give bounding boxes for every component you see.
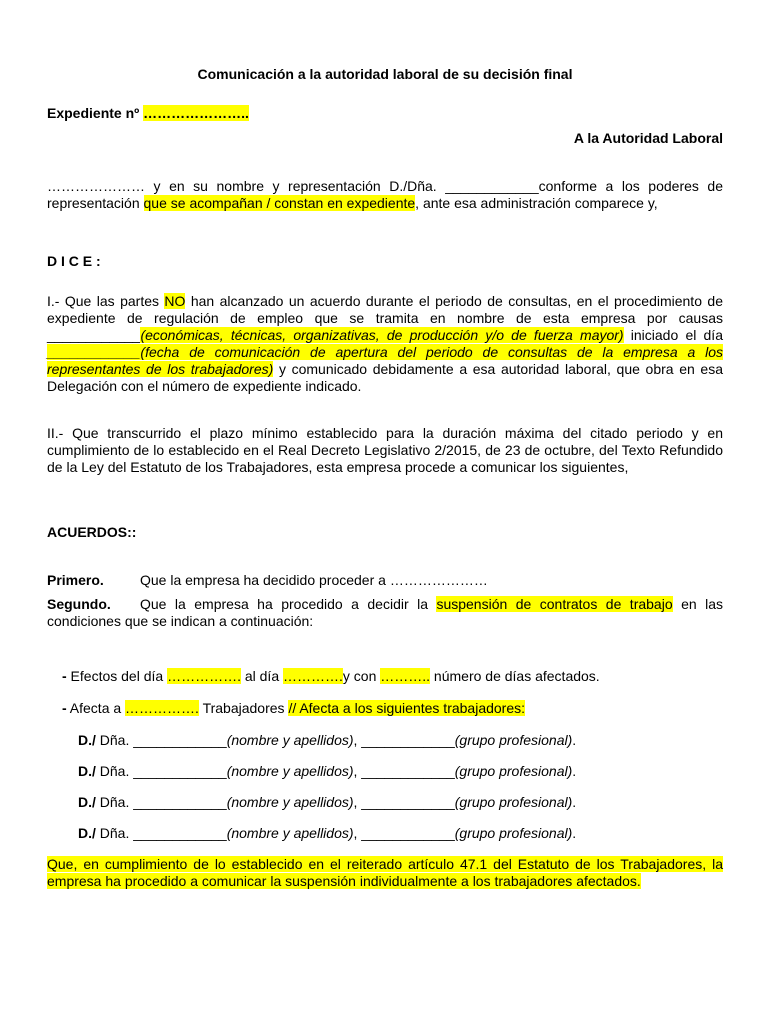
segundo-text-end: en las condiciones que se indican a continuación: <box>47 596 723 629</box>
efectos-text-2: al día <box>240 668 283 684</box>
final-paragraph <box>47 856 723 890</box>
worker-text: Dña. ____________ <box>95 794 227 810</box>
worker-line <box>78 825 576 842</box>
p1-causes-highlight: (económicas, técnicas, organizativas, de producción y/o de fuerza mayor) <box>140 327 624 343</box>
worker-text-2: , ____________ <box>353 732 455 748</box>
efectos-dash: - <box>62 668 67 684</box>
worker-line <box>78 794 576 811</box>
worker-period: . <box>572 763 577 779</box>
paragraph-2: II.- Que transcurrido el plazo mínimo establecido para la duración máxima del citado periodo y en cumplimiento de lo establecido en el Real Decreto Legislativo 2/2015, de 23 de octubre, del Texto Refundido de la Ley del Estatuto de los Trabajadores, esta empresa procede a comunicar los siguientes, <box>47 425 723 475</box>
worker-name-hint: (nombre y apellidos) <box>226 763 354 779</box>
p1-no-highlight: NO <box>164 293 186 309</box>
p1-text-4: y comunicado debidamente a esa autoridad laboral, que obra en esa Delegación con el número de expediente indicado. <box>47 361 724 394</box>
worker-line <box>78 763 576 780</box>
p1-text-3: iniciado el día <box>623 327 723 343</box>
worker-period: . <box>572 794 577 810</box>
p1-text: I.- Que las partes <box>47 293 165 309</box>
paragraph-1 <box>47 293 723 395</box>
afecta-highlight: // Afecta a los siguientes trabajadores: <box>288 700 526 716</box>
efectos-days-blank: ……….. <box>380 668 431 684</box>
worker-group-hint: (grupo profesional) <box>454 825 573 841</box>
worker-period: . <box>572 732 577 748</box>
efectos-text-4: número de días afectados. <box>430 668 600 684</box>
acuerdos-heading: ACUERDOS:: <box>47 524 137 540</box>
afecta-count-blank: ……………. <box>125 700 199 716</box>
primero-label: Primero. <box>47 572 104 588</box>
segundo-paragraph <box>47 596 723 630</box>
efectos-to-blank: …………. <box>283 668 343 684</box>
worker-text: Dña. ____________ <box>95 732 227 748</box>
worker-text-2: , ____________ <box>353 794 455 810</box>
intro-text: ………………… y en su nombre y representación D./Dña. ____________conforme a los poderes de representación <box>47 178 723 211</box>
p1-text-2: han alcanzado un acuerdo durante el periodo de consultas, en el procedimiento de expediente de regulación de empleo que se tramita en nombre de esta empresa por causas ____________ <box>47 293 723 343</box>
expediente-label: Expediente nº <box>47 105 140 121</box>
primero-text: Que la empresa ha decidido proceder a ………………… <box>140 572 488 588</box>
afecta-line <box>62 700 525 717</box>
worker-dn: D./ <box>78 732 96 748</box>
worker-name-hint: (nombre y apellidos) <box>226 825 354 841</box>
expediente-blank: ………………….. <box>143 105 249 121</box>
worker-name-hint: (nombre y apellidos) <box>226 732 354 748</box>
worker-text: Dña. ____________ <box>95 825 227 841</box>
segundo-text: Que la empresa ha procedido a decidir la <box>140 596 437 612</box>
final-highlight: Que, en cumplimiento de lo establecido en el reiterado artículo 47.1 del Estatuto de los Trabajadores, la empresa ha procedido a comunicar la suspensión individualmente a los trabajadores afectados. <box>47 856 723 889</box>
worker-line <box>78 732 576 749</box>
afecta-text-2: Trabajadores <box>198 700 289 716</box>
p1-date-highlight: ____________(fecha de comunicación de apertura del periodo de consultas de la empresa a los representantes de los trabajadores) <box>47 344 723 377</box>
worker-group-hint: (grupo profesional) <box>454 763 573 779</box>
expediente-line <box>47 105 723 122</box>
document-title: Comunicación a la autoridad laboral de su decisión final <box>197 66 573 82</box>
intro-text-end: , ante esa administración comparece y, <box>415 195 658 211</box>
worker-text-2: , ____________ <box>353 825 455 841</box>
afecta-text: Afecta a <box>66 700 126 716</box>
afecta-dash: - <box>62 700 67 716</box>
dice-heading: D I C E : <box>47 253 101 269</box>
worker-text: Dña. ____________ <box>95 763 227 779</box>
segundo-label: Segundo. <box>47 596 111 612</box>
worker-group-hint: (grupo profesional) <box>454 794 573 810</box>
addressee: A la Autoridad Laboral <box>573 130 723 146</box>
efectos-from-blank: ……………. <box>167 668 241 684</box>
worker-text-2: , ____________ <box>353 763 455 779</box>
efectos-text-3: y con <box>342 668 381 684</box>
intro-paragraph <box>47 178 723 212</box>
efectos-line <box>62 668 600 685</box>
efectos-text: Efectos del día <box>66 668 168 684</box>
segundo-highlight: suspensión de contratos de trabajo <box>436 596 673 612</box>
worker-name-hint: (nombre y apellidos) <box>226 794 354 810</box>
worker-dn: D./ <box>78 763 96 779</box>
primero-line <box>47 572 723 589</box>
worker-period: . <box>572 825 577 841</box>
worker-dn: D./ <box>78 825 96 841</box>
intro-highlight: que se acompañan / constan en expediente <box>143 195 416 211</box>
worker-dn: D./ <box>78 794 96 810</box>
worker-group-hint: (grupo profesional) <box>454 732 573 748</box>
